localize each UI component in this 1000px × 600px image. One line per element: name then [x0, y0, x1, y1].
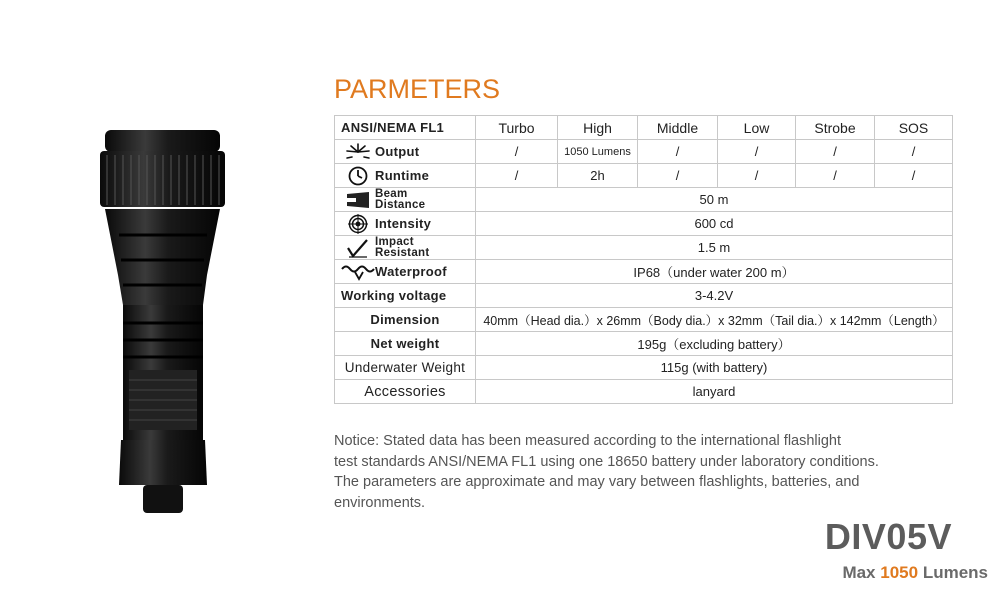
- table-cell: /: [718, 164, 796, 188]
- table-cell: /: [796, 140, 875, 164]
- wave-icon: [341, 262, 375, 282]
- standard-label: ANSI/NEMA FL1: [335, 116, 476, 140]
- table-cell: /: [638, 164, 718, 188]
- dimension-row: [335, 308, 953, 332]
- net-weight-label: Net weight: [335, 332, 476, 356]
- table-cell: /: [875, 164, 953, 188]
- dimension-label: Dimension: [335, 308, 476, 332]
- underwater-weight-label: Underwater Weight: [335, 356, 476, 380]
- working-voltage-row: [335, 284, 953, 308]
- impact-value: 1.5 m: [476, 236, 953, 260]
- mode-header: Turbo: [476, 116, 558, 140]
- max-lumens-value: 1050: [880, 563, 919, 582]
- mode-header: High: [558, 116, 638, 140]
- waterproof-label: Waterproof: [375, 264, 447, 279]
- notice-text: [334, 431, 954, 513]
- intensity-value: 600 cd: [476, 212, 953, 236]
- beam-distance-value: 50 m: [476, 188, 953, 212]
- accessories-row: [335, 380, 953, 404]
- beam-label-line1: Beam: [375, 187, 408, 200]
- mode-header: Strobe: [796, 116, 875, 140]
- working-voltage-value: 3-4.2V: [476, 284, 953, 308]
- beam-icon: [341, 190, 375, 210]
- waterproof-row: [335, 260, 953, 284]
- max-lumens-line: [842, 563, 988, 583]
- table-cell: /: [718, 140, 796, 164]
- table-header-row: [335, 116, 953, 140]
- output-row: [335, 140, 953, 164]
- runtime-label: Runtime: [375, 168, 430, 183]
- beam-distance-row: [335, 188, 953, 212]
- page-title: PARMETERS: [334, 74, 501, 104]
- accessories-label: Accessories: [335, 380, 476, 404]
- mode-header: SOS: [875, 116, 953, 140]
- model-name: DIV05V: [824, 516, 952, 557]
- accessories-value: lanyard: [476, 380, 953, 404]
- table-cell: /: [875, 140, 953, 164]
- notice-line: test standards ANSI/NEMA FL1 using one 18650 battery under laboratory conditions.: [334, 453, 879, 470]
- burst-icon: [341, 142, 375, 162]
- waterproof-value: IP68（under water 200 m）: [476, 260, 953, 284]
- beam-label-line2: Distance: [375, 198, 426, 211]
- impact-label-line2: Resistant: [375, 246, 430, 259]
- mode-header: Middle: [638, 116, 718, 140]
- table-cell: 1050 Lumens: [558, 140, 638, 164]
- net-weight-value: 195g（excluding battery）: [476, 332, 953, 356]
- impact-icon: [341, 238, 375, 258]
- flashlight-image: [95, 125, 230, 525]
- underwater-weight-row: [335, 356, 953, 380]
- max-label: Max: [842, 563, 876, 582]
- notice-line: environments.: [334, 494, 426, 511]
- intensity-row: [335, 212, 953, 236]
- intensity-label: Intensity: [375, 216, 432, 231]
- mode-header: Low: [718, 116, 796, 140]
- notice-line: Notice: Stated data has been measured according to the international flashlight: [334, 433, 842, 449]
- net-weight-row: [335, 332, 953, 356]
- impact-label-line1: Impact: [375, 235, 414, 248]
- target-icon: [341, 214, 375, 234]
- underwater-weight-value: 115g (with battery): [476, 356, 953, 380]
- table-cell: /: [476, 164, 558, 188]
- runtime-row: [335, 164, 953, 188]
- table-cell: 2h: [558, 164, 638, 188]
- notice-line: The parameters are approximate and may vary between flashlights, batteries, and: [334, 474, 860, 490]
- working-voltage-label: Working voltage: [335, 284, 476, 308]
- lumens-label: Lumens: [922, 563, 988, 582]
- clock-icon: [341, 166, 375, 186]
- impact-row: [335, 236, 953, 260]
- spec-table: [334, 115, 953, 404]
- dimension-value: 40mm（Head dia.）x 26mm（Body dia.）x 32mm（Tail dia.）x 142mm（Length）: [476, 308, 953, 332]
- table-cell: /: [476, 140, 558, 164]
- table-cell: /: [796, 164, 875, 188]
- output-label: Output: [375, 144, 420, 159]
- table-cell: /: [638, 140, 718, 164]
